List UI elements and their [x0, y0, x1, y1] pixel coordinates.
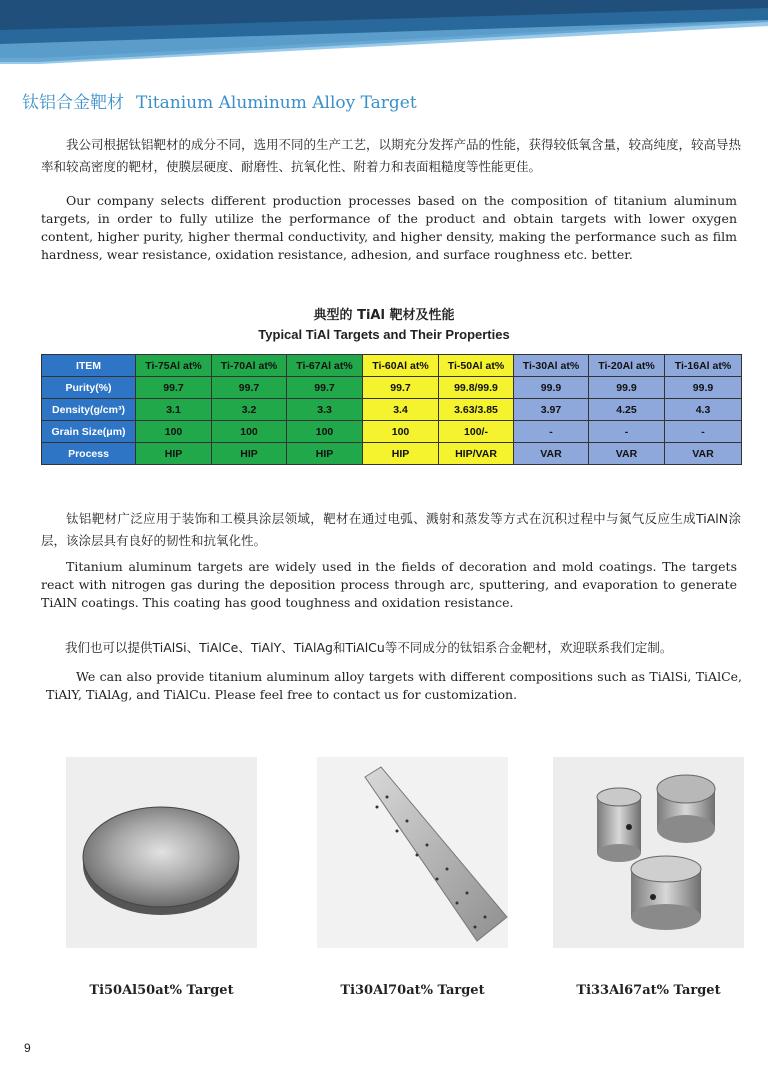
header-cell: Ti-50Al at% [439, 355, 514, 377]
product-caption: Ti33Al67at% Target [576, 983, 721, 998]
table-cell: 99.8/99.9 [439, 377, 514, 399]
page-number: 9 [24, 1041, 31, 1055]
table-cell: 100 [212, 421, 287, 443]
table-cell: - [514, 421, 589, 443]
cylindrical-cup-targets-photo [553, 757, 744, 948]
product-caption: Ti50Al50at% Target [89, 983, 234, 998]
table-cell: 100 [136, 421, 212, 443]
round-disc-target-photo [66, 757, 257, 948]
intro-paragraph-en: Our company selects different production processes based on the composition of titanium aluminum targets, in order to fully utilize the performance of the product and obtain targets with lower oxygen content, higher purity, higher thermal conductivity, and higher density, making the performance such as film hardness, wear resistance, oxidation resistance, adhesion, and surface roughness etc. better. [41, 193, 737, 262]
table-cell: 3.3 [287, 399, 363, 421]
table-cell: 99.7 [363, 377, 439, 399]
header-cell: Ti-70Al at% [212, 355, 287, 377]
table-cell: 3.4 [363, 399, 439, 421]
table-cell: HIP [363, 443, 439, 465]
table-row [42, 399, 742, 421]
custom-paragraph-cn: 我们也可以提供TiAlSi、TiAlCe、TiAlY、TiAlAg和TiAlCu等不同成分的钛铝系合金靶材，欢迎联系我们定制。 [65, 640, 673, 655]
table-cell: 99.9 [665, 377, 742, 399]
properties-table [41, 354, 742, 465]
custom-paragraph-en: We can also provide titanium aluminum alloy targets with different compositions such as TiAlSi, TiAlCe, TiAlY, TiAlAg, and TiAlCu. Please feel free to contact us for customization. [46, 669, 742, 702]
usage-paragraph-cn: 钛铝靶材广泛应用于装饰和工模具涂层领域，靶材在通过电弧、溅射和蒸发等方式在沉积过程中与氮气反应生成TiAlN涂层，该涂层具有良好的韧性和抗氧化性。 [41, 511, 741, 548]
header-cell: ITEM [42, 355, 136, 377]
table-row [42, 443, 742, 465]
table-cell: 3.2 [212, 399, 287, 421]
table-cell: HIP [136, 443, 212, 465]
header-cell: Ti-60Al at% [363, 355, 439, 377]
table-cell: VAR [589, 443, 665, 465]
section-title-en: Titanium Aluminum Alloy Target [136, 93, 417, 113]
table-cell: 99.7 [136, 377, 212, 399]
planar-plate-target-photo [317, 757, 508, 948]
table-cell: 4.25 [589, 399, 665, 421]
table-row [42, 377, 742, 399]
row-label-cell: Process [42, 443, 136, 465]
header-cell: Ti-30Al at% [514, 355, 589, 377]
table-cell: 100/- [439, 421, 514, 443]
header-cell: Ti-75Al at% [136, 355, 212, 377]
table-cell: VAR [514, 443, 589, 465]
table-cell: 3.1 [136, 399, 212, 421]
header-band [0, 0, 768, 64]
header-cell: Ti-67Al at% [287, 355, 363, 377]
table-cell: HIP [287, 443, 363, 465]
table-cell: 3.97 [514, 399, 589, 421]
table-cell: 4.3 [665, 399, 742, 421]
product-caption: Ti30Al70at% Target [340, 983, 485, 998]
usage-paragraph-en: Titanium aluminum targets are widely used in the fields of decoration and mold coatings. The targets react with nitrogen gas during the deposition process through arc, sputtering, and evaporation to generate TiAlN coatings. This coating has good toughness and oxidation resistance. [41, 559, 737, 610]
table-cell: HIP [212, 443, 287, 465]
row-label-cell: Density(g/cm³) [42, 399, 136, 421]
table-cell: 99.7 [212, 377, 287, 399]
header-cell: Ti-20Al at% [589, 355, 665, 377]
table-cell: 99.9 [589, 377, 665, 399]
header-cell: Ti-16Al at% [665, 355, 742, 377]
table-header-row [42, 355, 742, 377]
row-label-cell: Purity(%) [42, 377, 136, 399]
row-label-cell: Grain Size(μm) [42, 421, 136, 443]
table-cell: - [589, 421, 665, 443]
table-row [42, 421, 742, 443]
table-cell: 100 [363, 421, 439, 443]
section-title-cn: 钛铝合金靶材 [22, 93, 124, 113]
intro-paragraph-cn: 我公司根据钛铝靶材的成分不同，选用不同的生产工艺，以期充分发挥产品的性能，获得较低氧含量，较高纯度，较高导热率和较高密度的靶材，使膜层硬度、耐磨性、抗氧化性、附着力和表面粗糙度等性能更佳。 [41, 137, 742, 174]
table-title-cn: 典型的 TiAl 靶材及性能 [313, 308, 455, 323]
table-cell: 3.63/3.85 [439, 399, 514, 421]
table-cell: 99.9 [514, 377, 589, 399]
table-cell: HIP/VAR [439, 443, 514, 465]
table-cell: - [665, 421, 742, 443]
table-cell: 100 [287, 421, 363, 443]
section-title [22, 88, 417, 113]
table-cell: VAR [665, 443, 742, 465]
table-title-en: Typical TiAl Targets and Their Properties [258, 327, 510, 342]
table-cell: 99.7 [287, 377, 363, 399]
